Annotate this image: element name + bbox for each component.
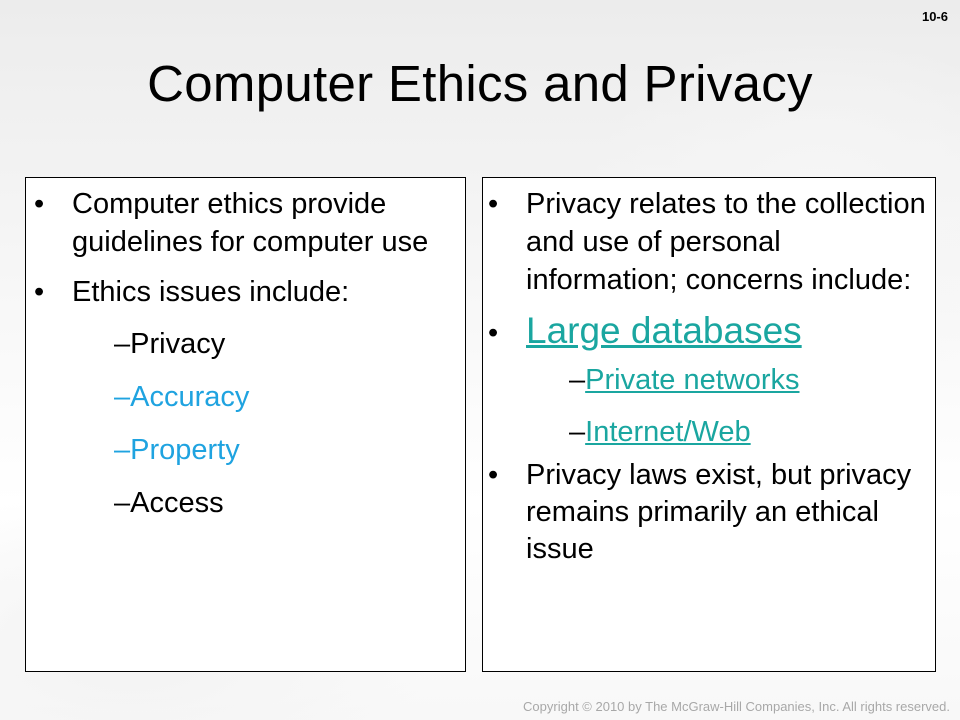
private-networks-link[interactable]: Private networks [585,364,800,396]
sub-item-private-networks [569,361,926,399]
dash-marker: – [114,434,131,466]
copyright-notice: Copyright © 2010 by The McGraw-Hill Companies, Inc. All rights reserved. [523,699,950,714]
sub-item-label: Privacy [130,328,226,360]
bullet-large-databases [526,309,926,353]
dash-marker: – [114,328,131,360]
dash-marker: – [569,364,586,396]
sub-item-label: Access [130,487,224,519]
bullet-privacy-laws: • Privacy laws exist, but privacy remains primarily an ethical issue [526,457,926,568]
sub-item-access [114,484,452,522]
bullet-ethics-issues: • Ethics issues include: [72,273,452,311]
bullet-privacy-relates: • Privacy relates to the collection and use of personal information; concerns include: [526,185,926,299]
sub-item-label: Accuracy [130,381,250,413]
bullet-computer-ethics: • Computer ethics provide guidelines for computer use [72,185,452,261]
slide-number: 10-6 [921,9,948,24]
sub-item-internet-web [569,413,926,451]
left-bullet-list [72,185,452,522]
large-databases-link[interactable]: Large databases [526,310,802,351]
sub-item-privacy [114,325,452,363]
dash-marker: – [114,381,131,413]
sub-item-accuracy [114,378,452,416]
dash-marker: – [114,487,131,519]
left-content-panel [25,177,466,672]
slide-title: Computer Ethics and Privacy [147,55,813,112]
sub-item-property [114,431,452,469]
internet-web-link[interactable]: Internet/Web [585,416,751,448]
right-content-panel [482,177,936,672]
sub-item-label: Property [130,434,240,466]
right-bullet-list [526,185,926,568]
dash-marker: – [569,416,586,448]
